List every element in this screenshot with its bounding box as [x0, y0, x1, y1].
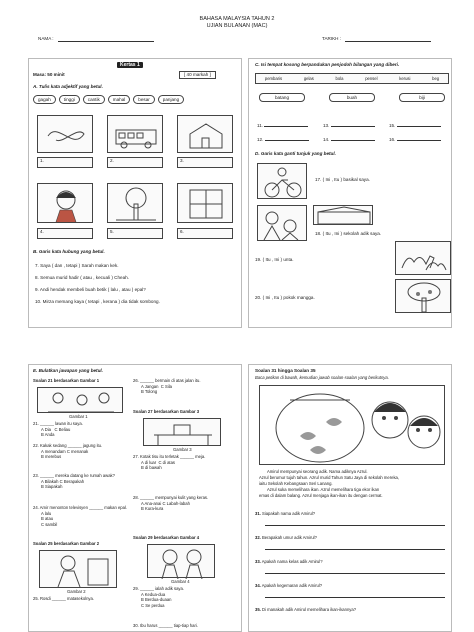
q27[interactable]: 27. Kotak tisu itu terletak ______ meja. A di luar C di atas B di bawah — [133, 454, 206, 471]
question-35[interactable]: 35. Di manakah adik Amirul memelihara ikan-ikannya? — [255, 607, 357, 612]
picture-rope — [37, 115, 93, 153]
noun-option: kerusi — [399, 75, 411, 81]
girl-drawing — [38, 184, 94, 224]
question-8[interactable]: 8. Semua murid hadir ( atau , kecuali ) Cheah. — [35, 275, 129, 280]
picture-window — [177, 183, 233, 223]
worksheet-header — [0, 16, 474, 30]
question-33[interactable]: 33. Apakah nama kelas adik Amirul? — [255, 559, 451, 583]
section-a-title: A. Tulis kata adjektif yang betul. — [33, 84, 103, 89]
q27-head: Soalan 27 berdasarkan Gambar 3 — [133, 409, 200, 414]
noun-option: gelas — [303, 75, 314, 81]
reading-passage: Amirul mempunyai seorang adik. Nama adiknya Azrul. Azrul berumur tujuh tahun. Azrul murid Tahun Satu Jaya di sekolah mereka, iaitu Sekolah Kebangsaan Seri Lanang. Azrul suka memelihara ikan. Azrul memelihara tiga ekor ikan emas di dalam balang. Azrul menjaga ikan-ikan itu dengan cermat. — [259, 469, 400, 498]
answer-box-1[interactable]: 1. — [37, 157, 93, 168]
q29-head: Soalan 29 berdasarkan Gambar 4 — [133, 535, 200, 540]
counter-answers-col1 — [257, 119, 309, 147]
name-label: NAMA : — [38, 36, 54, 41]
page2-right — [248, 364, 452, 632]
word-option: cantik — [83, 95, 105, 104]
question-32[interactable]: 32. Berapakah umur adik Amirul? — [255, 535, 451, 559]
q28[interactable]: 28. ______ mempunyai kulit yang keras. A Ana-anai C Labah-labah B Kura-kura — [133, 495, 209, 512]
jar-buah: buah — [329, 93, 375, 102]
picture-girl — [37, 183, 93, 223]
reading-questions — [255, 511, 451, 621]
word-option: besar — [133, 95, 155, 104]
q21[interactable]: 21. ______ lawan itu saya. A Dia C Beliau B Anda — [33, 421, 83, 438]
gambar-2 — [39, 550, 117, 588]
date-field[interactable] — [322, 36, 431, 42]
answer-row-1 — [37, 157, 233, 168]
question-7[interactable]: 7. Saya ( dan , tetapi ) Sarah makan kek. — [35, 263, 119, 268]
reading-illustration — [259, 385, 445, 465]
gambar-3-drawing — [144, 419, 222, 447]
question-17[interactable]: 17. ( Ini , Itu ) basikal saya. — [315, 177, 370, 182]
noun-option: beg — [432, 75, 440, 81]
q26[interactable]: 26. ______ bermain di atas jalan itu. A Jangan C Sila B Tolong — [133, 378, 201, 395]
answer-box-2[interactable]: 2. — [107, 157, 163, 168]
exam-title: UJIAN BULANAN (MAC) — [206, 23, 268, 29]
answer-11[interactable]: 11. — [257, 119, 309, 133]
picture-camels — [395, 241, 451, 275]
camel-drawing — [396, 242, 452, 276]
q29[interactable]: 29. ______ ialah adik saya. A Kedua-dua B Berdua-duaan C Se perdua — [133, 586, 184, 608]
question-20[interactable]: 20. ( Ini , Itu ) pokok mangga. — [255, 295, 315, 300]
section-e-title: E. Bulatkan jawapan yang betul. — [33, 368, 103, 373]
gambar-2-drawing — [40, 551, 118, 589]
reading-instruction: Baca petikan di bawah, kemudian jawab soalan-soalan yang berikutnya. — [255, 375, 389, 380]
picture-bus — [107, 115, 163, 153]
q25[interactable]: 25. Rosdi ______ matasekolnya. — [33, 596, 94, 601]
kertas-badge — [117, 62, 143, 68]
picture-mango-tree — [395, 279, 451, 313]
section-c-title: C. Isi tempat kosong berpandukan penjodoh bilangan yang diberi. — [255, 62, 400, 67]
noun-option: pembaris — [264, 75, 283, 81]
counter-word-bank — [255, 73, 449, 84]
window-drawing — [178, 184, 234, 224]
children-drawing — [258, 206, 308, 242]
answer-14[interactable]: 14. — [323, 133, 375, 147]
name-field[interactable] — [38, 36, 154, 42]
adjective-word-bank — [33, 95, 184, 104]
subject-title: BAHASA MALAYSIA TAHUN 2 — [199, 16, 275, 22]
gambar-4-caption: Gambar 4 — [171, 579, 190, 584]
question-34[interactable]: 34. Apakah kegemaran adik Amirul? — [255, 583, 451, 607]
jar-batang: batang — [259, 93, 305, 102]
question-19[interactable]: 19. ( Itu , Ini ) unta. — [255, 257, 294, 262]
name-line[interactable] — [58, 37, 154, 42]
q23[interactable]: 23. ______ mereka datang ke rumah awak? A Bilakah C Berapakah B Siapakah — [33, 473, 115, 490]
question-10[interactable]: 10. Mirza memang kaya ( tetapi , kerana ) dia tidak sombong. — [35, 299, 160, 304]
gambar-3 — [143, 418, 221, 446]
reading-head: Soalan 31 hingga Soalan 35 — [255, 368, 316, 373]
picture-tree — [107, 183, 163, 223]
q24[interactable]: 24. Amir menonton televisyen ______ makan epal. A lalu B atau C sambil — [33, 505, 128, 527]
markah-text: [ 40 markah ] — [179, 71, 216, 79]
gambar-2-caption: Gambar 2 — [67, 589, 86, 594]
rope-drawing — [38, 116, 94, 154]
picture-boy-bicycle — [257, 163, 307, 199]
school-drawing — [314, 206, 374, 226]
word-option: panjang — [158, 95, 184, 104]
gambar-1-drawing — [38, 388, 124, 414]
answer-row-2 — [37, 228, 233, 239]
answer-box-4[interactable]: 4. — [37, 228, 93, 239]
mango-drawing — [396, 280, 452, 314]
answer-13[interactable]: 13. — [323, 119, 375, 133]
fishbowl-drawing — [260, 386, 446, 466]
page2-left — [28, 364, 242, 632]
q21-head: Soalan 21 berdasarkan Gambar 1 — [33, 378, 100, 383]
question-18[interactable]: 18. ( Itu , Ini ) sekolah adik saya. — [315, 231, 382, 236]
section-b-items — [35, 260, 160, 308]
picture-school — [313, 205, 373, 225]
noun-option: pensel — [365, 75, 378, 81]
bicycle-drawing — [258, 164, 308, 200]
picture-children-school — [257, 205, 307, 241]
question-9[interactable]: 9. Andi hendak membeli buah betik ( lalu , atau ) epal? — [35, 287, 146, 292]
answer-15[interactable]: 15. — [389, 119, 441, 133]
word-option: gagah — [33, 95, 56, 104]
kertas-label: Kertas 1 — [117, 62, 143, 68]
answer-box-3[interactable]: 3. — [177, 157, 233, 168]
q22[interactable]: 22. Kakak sedang ______ jagung itu. A menandam C menanak B merebus — [33, 443, 103, 460]
page1-left — [28, 58, 242, 328]
q30[interactable]: 30. Ibu harus ______ tiap-tiap hari. — [133, 623, 198, 628]
section-b-title: B. Garis kata hubung yang betul. — [33, 249, 105, 254]
counter-answers-col3 — [389, 119, 441, 147]
gambar-4-drawing — [148, 545, 216, 579]
gambar-3-caption: Gambar 3 — [173, 447, 192, 452]
section-d-title: D. Garis kata ganti tunjuk yang betul. — [255, 151, 336, 156]
page1-right — [248, 58, 452, 328]
noun-option: bola — [335, 75, 344, 81]
answer-16[interactable]: 16. — [389, 133, 441, 147]
q25-head: Soalan 25 berdasarkan Gambar 2 — [33, 541, 100, 546]
bus-drawing — [108, 116, 164, 154]
question-31[interactable]: 31. Siapakah nama adik Amirul? — [255, 511, 451, 535]
counter-answers-col2 — [323, 119, 375, 147]
masa-text: Masa: 50 minit — [33, 72, 65, 77]
answer-12[interactable]: 12. — [257, 133, 309, 147]
tree-drawing — [108, 184, 164, 224]
gambar-1 — [37, 387, 123, 413]
picture-house — [177, 115, 233, 153]
jar-biji: biji — [399, 93, 445, 102]
answer-box-5[interactable]: 5. — [107, 228, 163, 239]
word-option: tinggi — [59, 95, 80, 104]
house-drawing — [178, 116, 234, 154]
date-label: TARIKH : — [322, 36, 342, 41]
word-option: mahal — [108, 95, 131, 104]
date-line[interactable] — [345, 37, 431, 42]
counter-jars — [259, 93, 445, 102]
answer-box-6[interactable]: 6. — [177, 228, 233, 239]
gambar-1-caption: Gambar 1 — [69, 414, 88, 419]
gambar-4 — [147, 544, 215, 578]
